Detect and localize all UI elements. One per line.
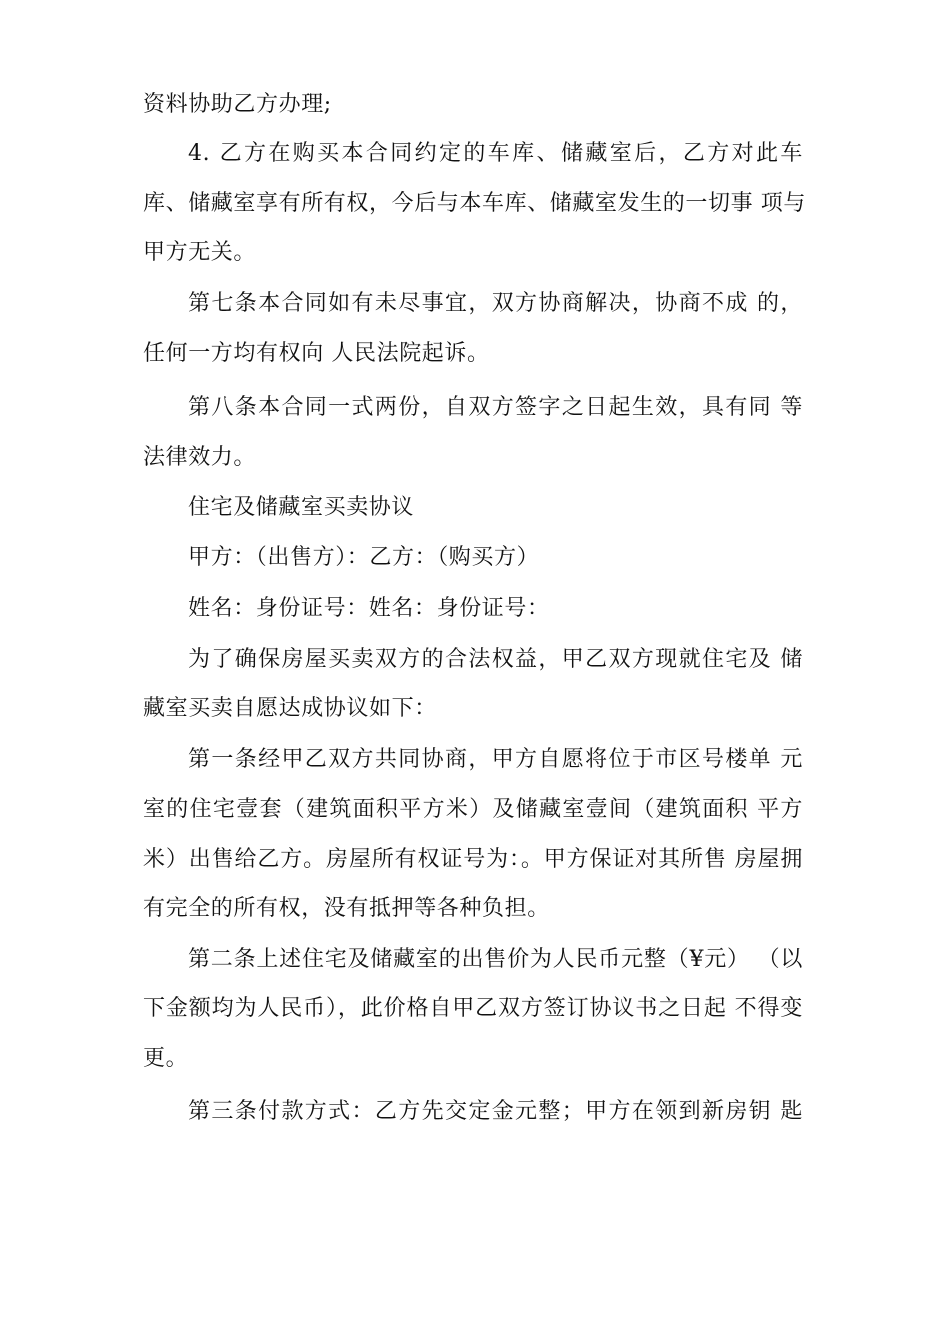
text-line: 有完全的所有权，没有抵押等各种负担。 <box>143 896 550 921</box>
text-line: 第二条上述住宅及储藏室的出售价为人民币元整（¥元） （以 <box>188 947 803 972</box>
text-line: 为了确保房屋买卖双方的合法权益，甲乙双方现就住宅及 储 <box>188 647 803 672</box>
text-line: 第一条经甲乙双方共同协商，甲方自愿将位于市区号楼单 元 <box>188 747 803 772</box>
text-line: 资料协助乙方办理; <box>143 92 332 117</box>
party-line: 甲方：（出售方）：乙方：（购买方） <box>188 545 540 570</box>
text-line: 下金额均为人民币），此价格自甲乙双方签订协议书之日起 不得变 <box>143 996 803 1021</box>
text-line: 更。 <box>143 1046 189 1071</box>
text-line: 室的住宅壹套（建筑面积平方米）及储藏室壹间（建筑面积 平方 <box>143 797 803 822</box>
text-line: 4. 乙方在购买本合同约定的车库、储藏室后，乙方对此车 <box>188 141 803 166</box>
text-line: 米）出售给乙方。房屋所有权证号为：。甲方保证对其所售 房屋拥 <box>143 847 803 872</box>
text-line: 第三条付款方式：乙方先交定金元整；甲方在领到新房钥 匙 <box>188 1099 803 1124</box>
text-line: 第七条本合同如有未尽事宜，双方协商解决，协商不成 的， <box>188 291 803 316</box>
text-line: 第八条本合同一式两份，自双方签字之日起生效，具有同 等 <box>188 395 803 420</box>
document-heading: 住宅及储藏室买卖协议 <box>188 495 415 520</box>
text-line: 任何一方均有权向 人民法院起诉。 <box>143 341 490 366</box>
name-id-line: 姓名：身份证号：姓名：身份证号： <box>188 596 550 621</box>
text-line: 甲方无关。 <box>143 240 257 265</box>
text-line: 藏室买卖自愿达成协议如下： <box>143 696 437 721</box>
text-line: 法律效力。 <box>143 445 257 470</box>
text-line: 库、储藏室享有所有权，今后与本车库、储藏室发生的一切事 项与 <box>143 191 806 216</box>
